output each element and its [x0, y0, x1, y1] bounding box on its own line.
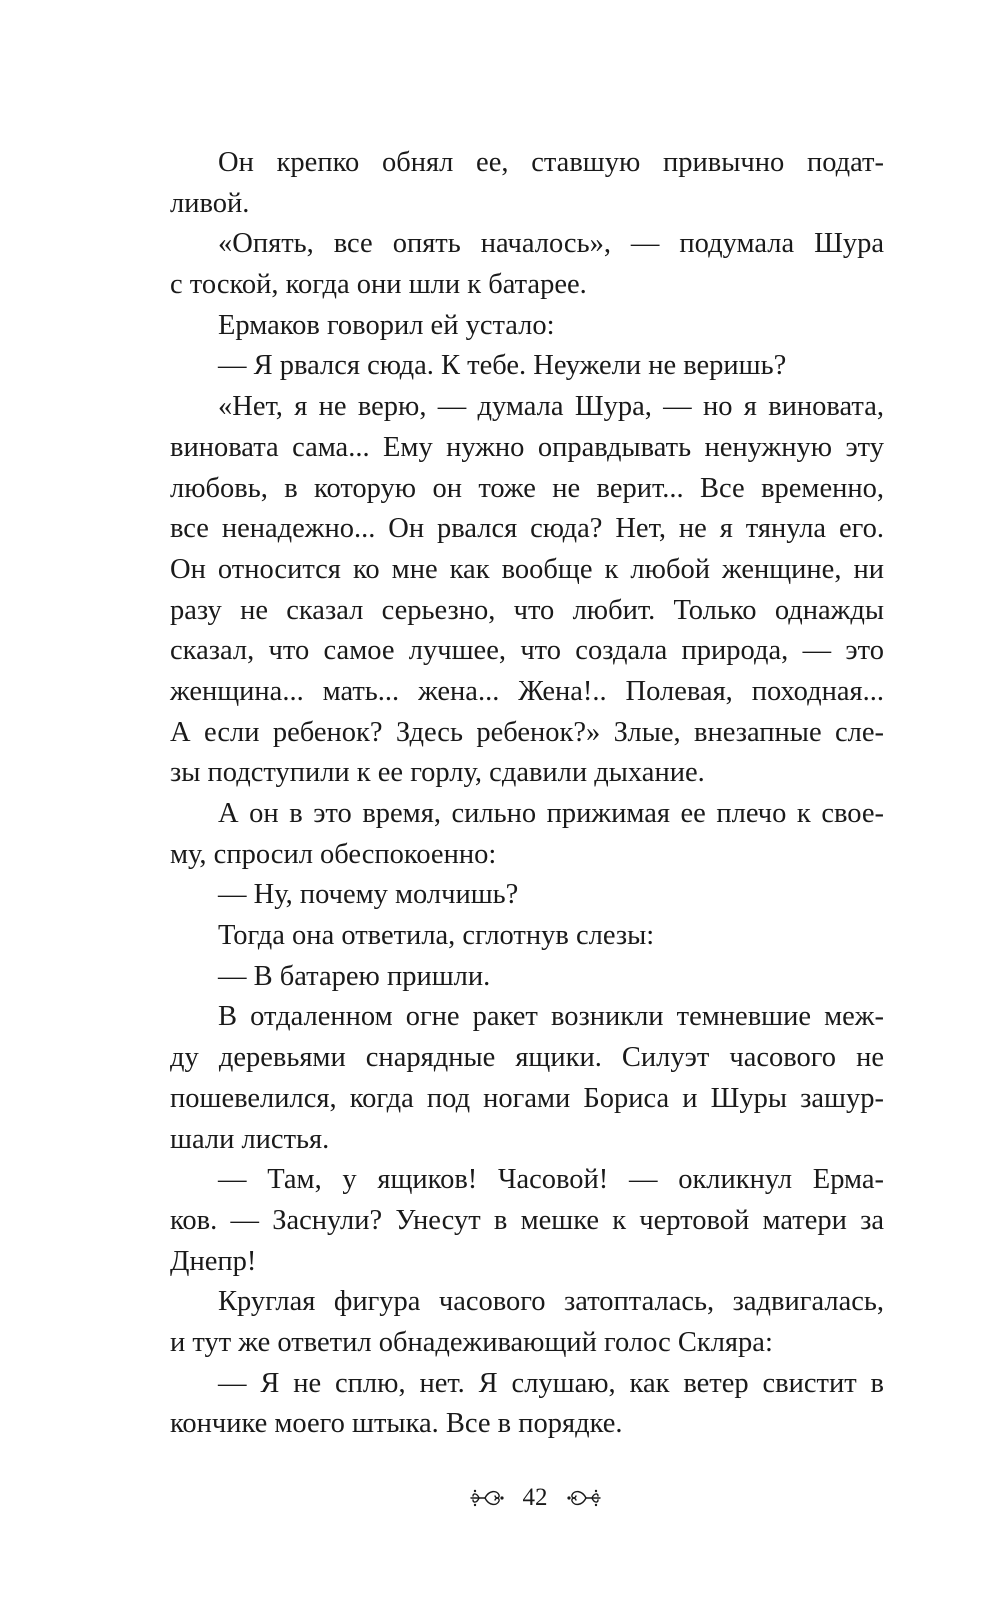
text-line: ков. — Заснули? Унесут в мешке к чертовой матери за [170, 1204, 884, 1236]
paragraph [170, 224, 884, 305]
text-line: — Я не сплю, нет. Я слушаю, как ветер свистит в [218, 1367, 884, 1399]
text-line: Он относится ко мне как вообще к любой женщине, ни [170, 553, 884, 585]
text-line: Он крепко обнял ее, ставшую привычно подат- [218, 147, 884, 178]
page-number: 42 [522, 1484, 548, 1511]
paragraph [170, 387, 884, 794]
paragraph [170, 346, 884, 387]
text-line: все ненадежно... Он рвался сюда? Нет, не я тянула его. [170, 513, 884, 545]
text-line: ду деревьями снарядные ящики. Силуэт часового не [170, 1042, 884, 1074]
text-line: «Нет, я не верю, — думала Шура, — но я виновата, [218, 391, 884, 423]
body-text [170, 143, 884, 1445]
text-line: с тоской, когда они шли к батарее. [170, 269, 587, 301]
paragraph [170, 306, 884, 347]
text-line: — Там, у ящиков! Часовой! — окликнул Ерма- [218, 1164, 884, 1196]
text-line: сказал, что самое лучшее, что создала природа, — это [170, 635, 884, 667]
ornament-right-icon [566, 1486, 602, 1510]
text-line: — Ну, почему молчишь? [218, 879, 519, 911]
text-line: му, спросил обеспокоенно: [170, 838, 497, 870]
text-line: виновата сама... Ему нужно оправдывать ненужную эту [170, 431, 884, 463]
paragraph [170, 916, 884, 957]
paragraph [170, 1282, 884, 1363]
text-line: Днепр! [170, 1245, 257, 1277]
text-line: ливой. [170, 187, 250, 219]
text-line: А если ребенок? Здесь ребенок?» Злые, внезапные сле- [170, 716, 884, 748]
text-line: Ермаков говорил ей устало: [218, 309, 555, 341]
text-line: «Опять, все опять началось», — подумала Шура [218, 228, 884, 260]
text-line: Тогда она ответила, сглотнув слезы: [218, 920, 655, 952]
paragraph [170, 875, 884, 916]
paragraph [170, 794, 884, 875]
ornament-left-icon [469, 1486, 505, 1510]
text-line: разу не сказал серьезно, что любит. Только однажды [170, 594, 884, 626]
text-line: и тут же ответил обнадеживающий голос Скляра: [170, 1326, 773, 1358]
paragraph [170, 1364, 884, 1445]
text-line: А он в это время, сильно прижимая ее плечо к свое- [218, 798, 884, 829]
text-line: зы подступили к ее горлу, сдавили дыхание. [170, 757, 705, 789]
paragraph [170, 957, 884, 998]
paragraph [170, 1160, 884, 1282]
text-line: кончике моего штыка. Все в порядке. [170, 1408, 623, 1440]
text-line: — Я рвался сюда. К тебе. Неужели не веришь? [218, 350, 787, 382]
paragraph [170, 143, 884, 224]
text-line: женщина... мать... жена... Жена!.. Полевая, походная... [170, 675, 884, 707]
text-line: — В батарею пришли. [218, 960, 491, 992]
paragraph [170, 997, 884, 1160]
text-line: Круглая фигура часового затопталась, задвигалась, [218, 1286, 884, 1318]
page-footer [0, 1478, 1000, 1518]
text-line: В отдаленном огне ракет возникли темневшие меж- [218, 1001, 884, 1033]
text-line: пошевелился, когда под ногами Бориса и Шуры зашур- [170, 1082, 884, 1114]
text-line: любовь, в которую он тоже не верит... Все временно, [170, 472, 884, 504]
text-line: шали листья. [170, 1123, 330, 1155]
